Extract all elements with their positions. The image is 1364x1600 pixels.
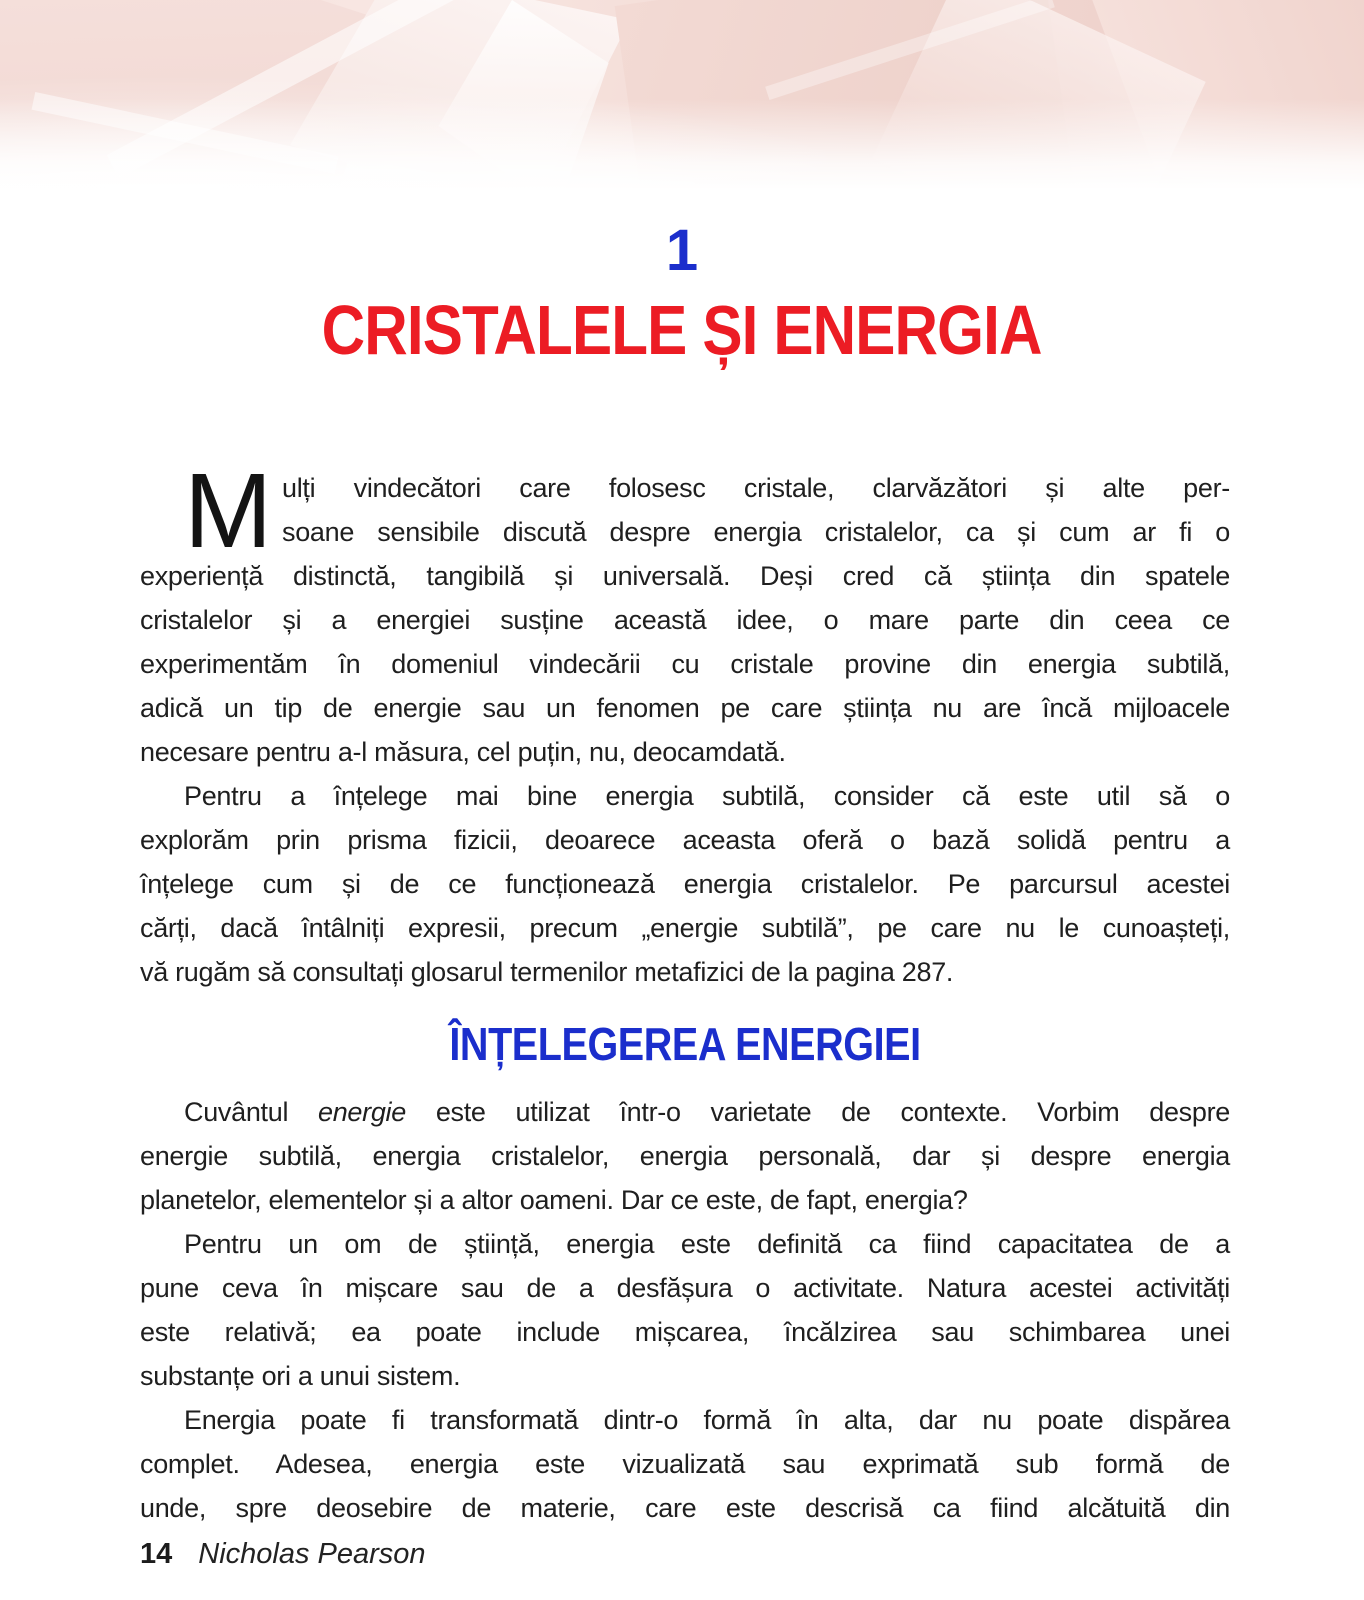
paragraph bbox=[140, 1398, 1230, 1530]
paragraph bbox=[140, 452, 1230, 774]
paragraph bbox=[140, 1090, 1230, 1222]
chapter-title-text: CRISTALELE ȘI ENERGIA bbox=[321, 291, 1043, 369]
text-line: energie subtilă, energia cristalelor, energia personală, dar și despre energia bbox=[140, 1141, 1230, 1171]
text-line: unde, spre deosebire de materie, care este descrisă ca fiind alcătuită din bbox=[140, 1493, 1230, 1523]
section-heading-text: ÎNȚELEGEREA ENERGIEI bbox=[449, 1018, 921, 1070]
author-name: Nicholas Pearson bbox=[198, 1538, 426, 1570]
text-line: experiență distinctă, tangibilă și universală. Deși cred că știința din spatele bbox=[140, 561, 1230, 591]
text-line: adică un tip de energie sau un fenomen pe care știința nu are încă mijloacele bbox=[140, 693, 1230, 723]
text-line: planetelor, elementelor și a altor oameni. Dar ce este, de fapt, energia? bbox=[140, 1185, 968, 1215]
text-line: pune ceva în mișcare sau de a desfășura o activitate. Natura acestei activități bbox=[140, 1273, 1230, 1303]
text-line: vă rugăm să consultați glosarul termenilor metafizici de la pagina 287. bbox=[140, 957, 954, 987]
text-line: înțelege cum și de ce funcționează energia cristalelor. Pe parcursul acestei bbox=[140, 869, 1230, 899]
page-number: 14 bbox=[140, 1538, 173, 1570]
text-line: experimentăm în domeniul vindecării cu cristale provine din energia subtilă, bbox=[140, 649, 1230, 679]
text-line: cristalelor și a energiei susține această idee, o mare parte din ceea ce bbox=[140, 605, 1230, 635]
text-line: necesare pentru a-l măsura, cel puțin, nu, deocamdată. bbox=[140, 737, 786, 767]
header-fade-overlay bbox=[0, 0, 1364, 190]
paragraph bbox=[140, 1222, 1230, 1398]
text-line: ulți vindecători care folosesc cristale, clarvăzători și alte per- bbox=[282, 473, 1230, 503]
body-content bbox=[140, 452, 1230, 1530]
text-line: substanțe ori a unui sistem. bbox=[140, 1361, 461, 1391]
paragraph bbox=[140, 774, 1230, 994]
text-line: Pentru a înțelege mai bine energia subtilă, consider că este util să o bbox=[184, 781, 1230, 811]
section-heading bbox=[140, 1016, 1230, 1072]
chapter-number: 1 bbox=[665, 218, 699, 283]
text-line: Pentru un om de știință, energia este definită ca fiind capacitatea de a bbox=[184, 1229, 1230, 1259]
text-line: cărți, dacă întâlniți expresii, precum „energie subtilă”, pe care nu le cunoașteți, bbox=[140, 913, 1230, 943]
text-line: complet. Adesea, energia este vizualizată sau exprimată sub formă de bbox=[140, 1449, 1230, 1479]
chapter-title bbox=[0, 290, 1364, 370]
text-line: soane sensibile discută despre energia cristalelor, ca și cum ar fi o bbox=[282, 517, 1230, 547]
text-line: explorăm prin prisma fizicii, deoarece aceasta oferă o bază solidă pentru a bbox=[140, 825, 1230, 855]
text-line: Cuvântul energie este utilizat într-o varietate de contexte. Vorbim despre bbox=[184, 1097, 1230, 1127]
rose-quartz-header-image bbox=[0, 0, 1364, 190]
text-line: Energia poate fi transformată dintr-o formă în alta, dar nu poate dispărea bbox=[184, 1405, 1230, 1435]
drop-cap: M bbox=[184, 452, 272, 570]
text-line: este relativă; ea poate include mișcarea, încălzirea sau schimbarea unei bbox=[140, 1317, 1230, 1347]
page-footer bbox=[140, 1536, 426, 1572]
